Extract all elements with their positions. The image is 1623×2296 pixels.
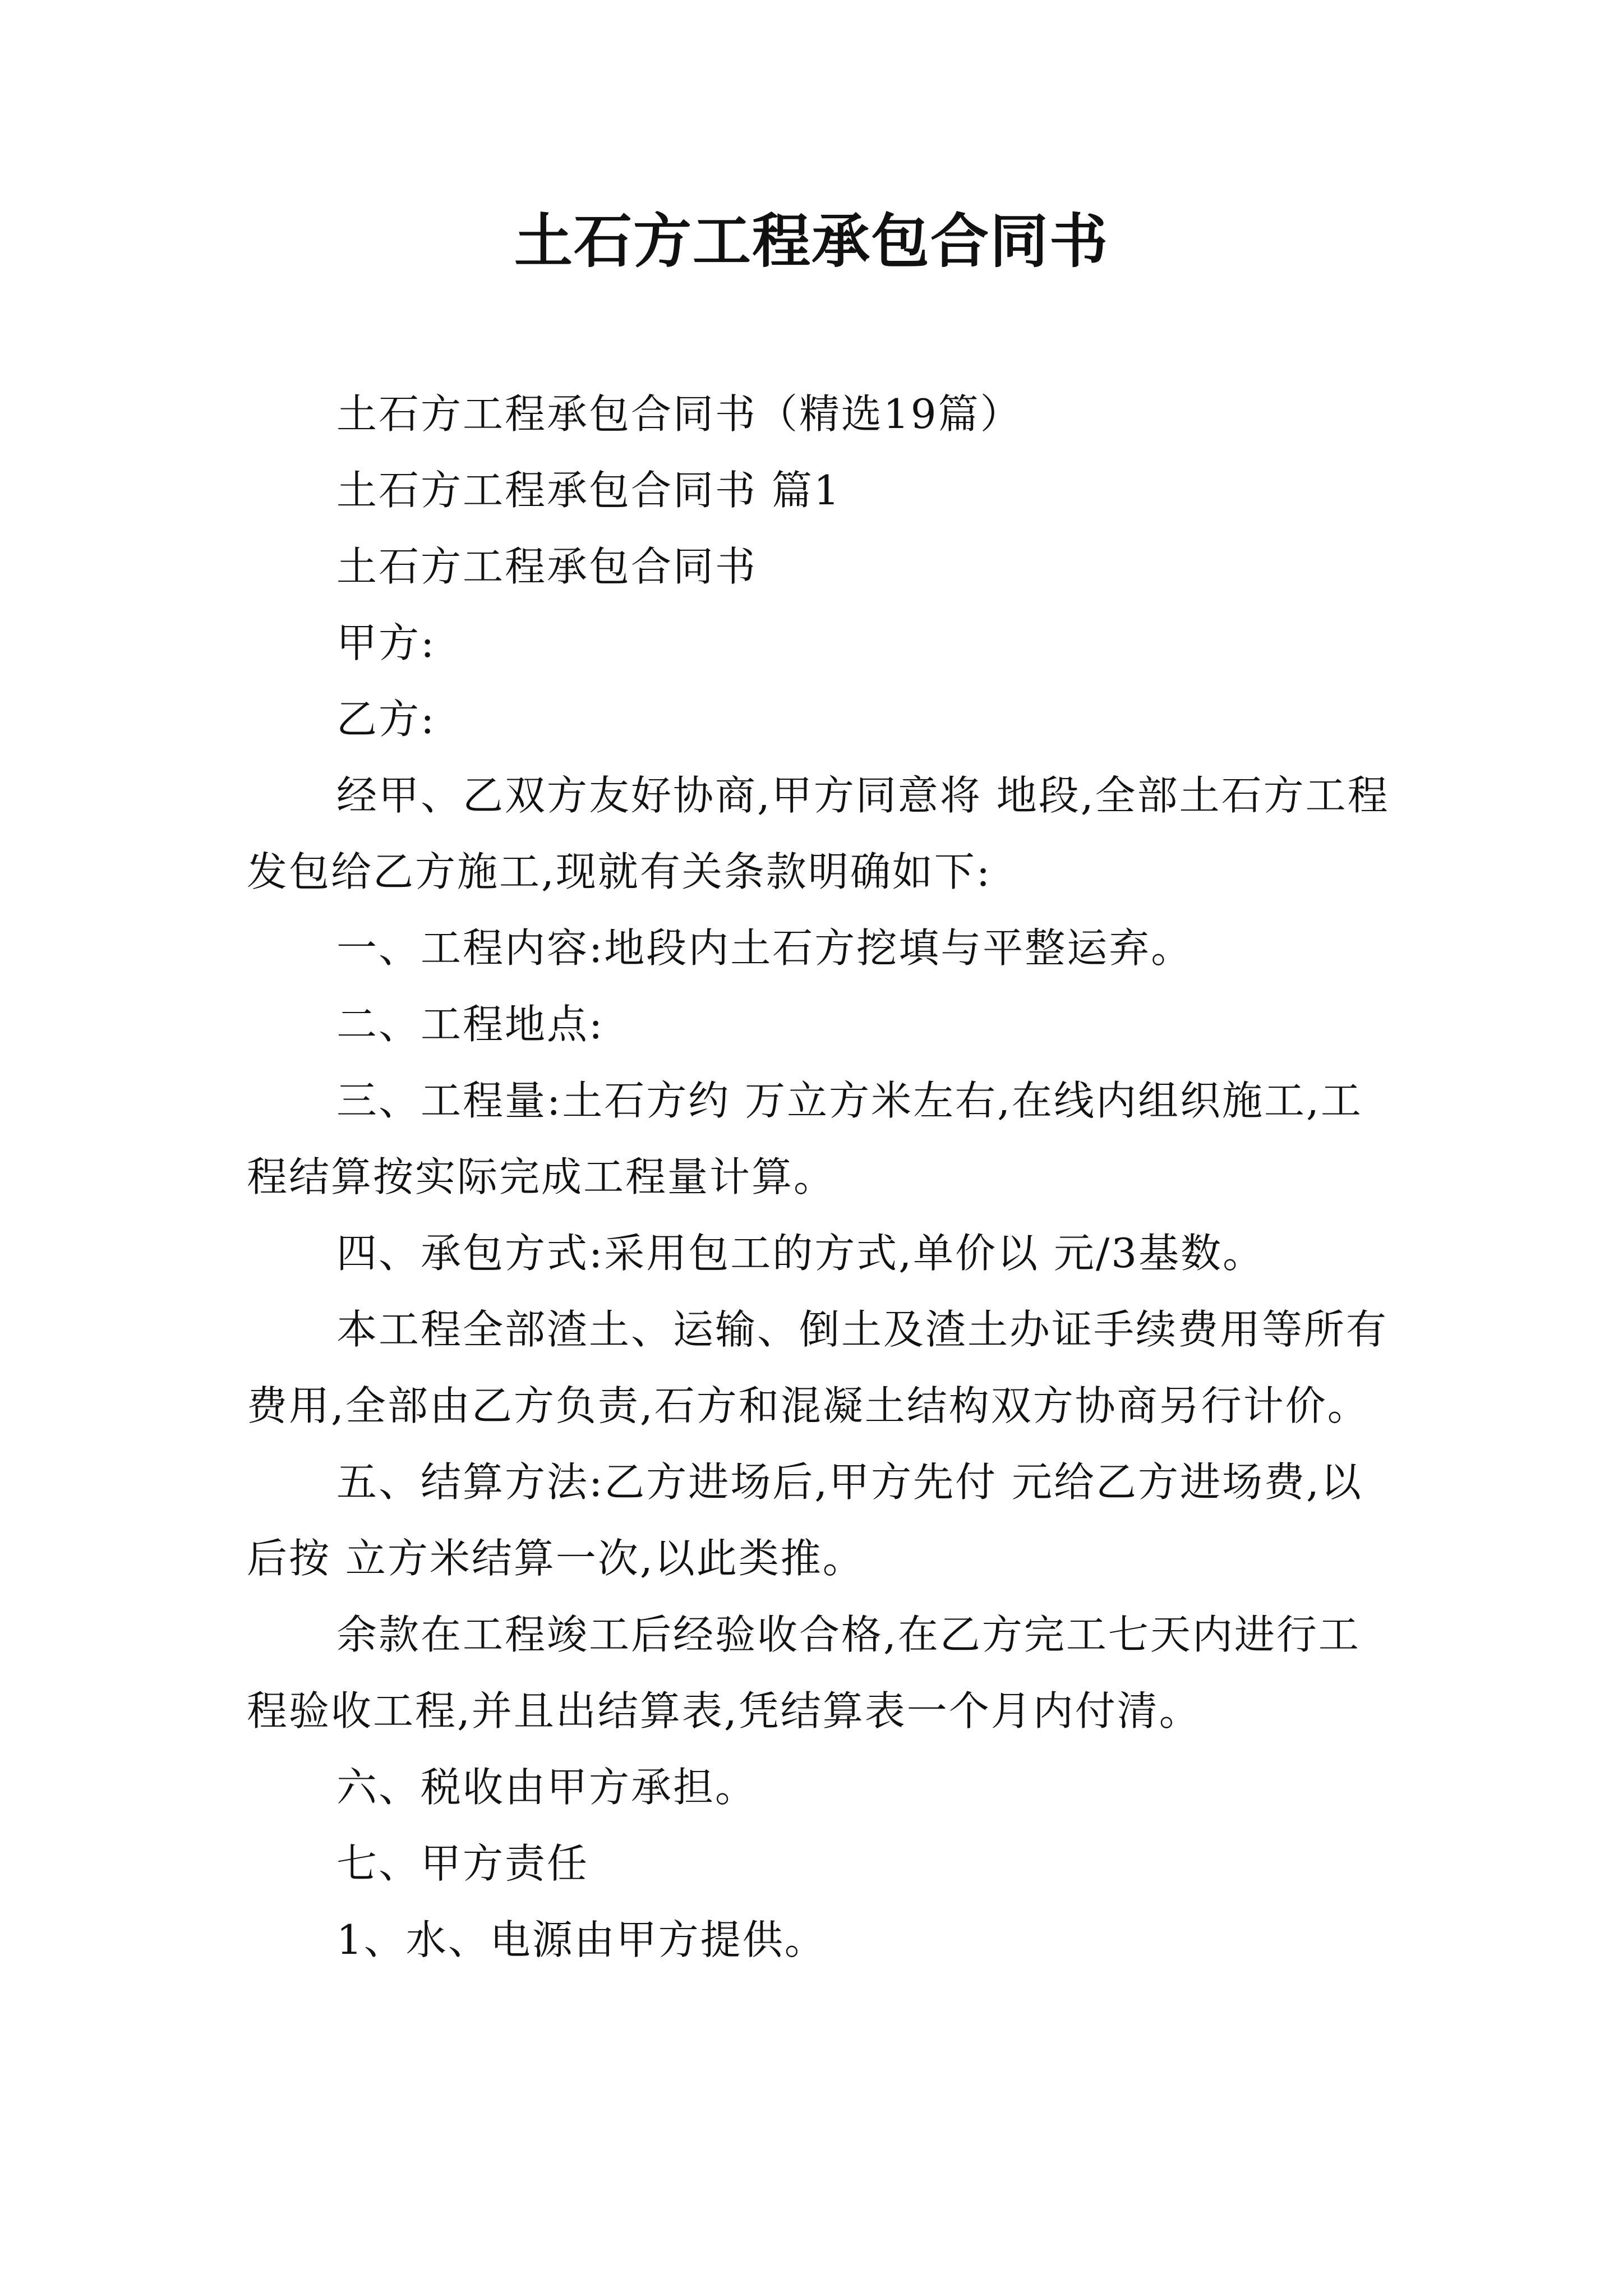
document-title: 土石方工程承包合同书 bbox=[514, 206, 1109, 275]
paragraph-clause-7: 七、甲方责任 bbox=[336, 1840, 589, 1887]
paragraph-subtitle: 土石方工程承包合同书（精选19篇） bbox=[336, 390, 1022, 438]
paragraph-clause-6: 六、税收由甲方承担。 bbox=[336, 1764, 758, 1811]
paragraph-party-a: 甲方: bbox=[336, 619, 436, 666]
paragraph-clause-3: 三、工程量:土石方约 万立方米左右,在线内组织施工,工程结算按实际完成工程量计算。 bbox=[247, 1077, 1363, 1200]
paragraph-clause-2: 二、工程地点: bbox=[336, 1001, 605, 1048]
paragraph-contract-name: 土石方工程承包合同书 bbox=[336, 543, 758, 590]
paragraph-party-b: 乙方: bbox=[336, 696, 436, 743]
paragraph-clause-5-detail: 余款在工程竣工后经验收合格,在乙方完工七天内进行工程验收工程,并且出结算表,凭结算表一个月内付清。 bbox=[247, 1611, 1361, 1734]
document-body bbox=[247, 376, 1391, 1978]
paragraph-preamble: 经甲、乙双方友好协商,甲方同意将 地段,全部土石方工程发包给乙方施工,现就有关条款明确如下: bbox=[247, 772, 1390, 895]
paragraph-clause-7-item-1: 1、水、电源由甲方提供。 bbox=[336, 1916, 827, 1963]
paragraph-clause-4: 四、承包方式:采用包工的方式,单价以 元/3基数。 bbox=[336, 1230, 1265, 1277]
paragraph-clause-1: 一、工程内容:地段内土石方挖填与平整运弃。 bbox=[336, 924, 1193, 972]
paragraph-chapter-heading: 土石方工程承包合同书 篇1 bbox=[336, 467, 841, 514]
paragraph-clause-4-detail: 本工程全部渣土、运输、倒土及渣土办证手续费用等所有费用,全部由乙方负责,石方和混凝土结构双方协商另行计价。 bbox=[247, 1306, 1389, 1429]
paragraph-clause-5: 五、结算方法:乙方进场后,甲方先付 元给乙方进场费,以后按 立方米结算一次,以此类推。 bbox=[247, 1458, 1363, 1582]
